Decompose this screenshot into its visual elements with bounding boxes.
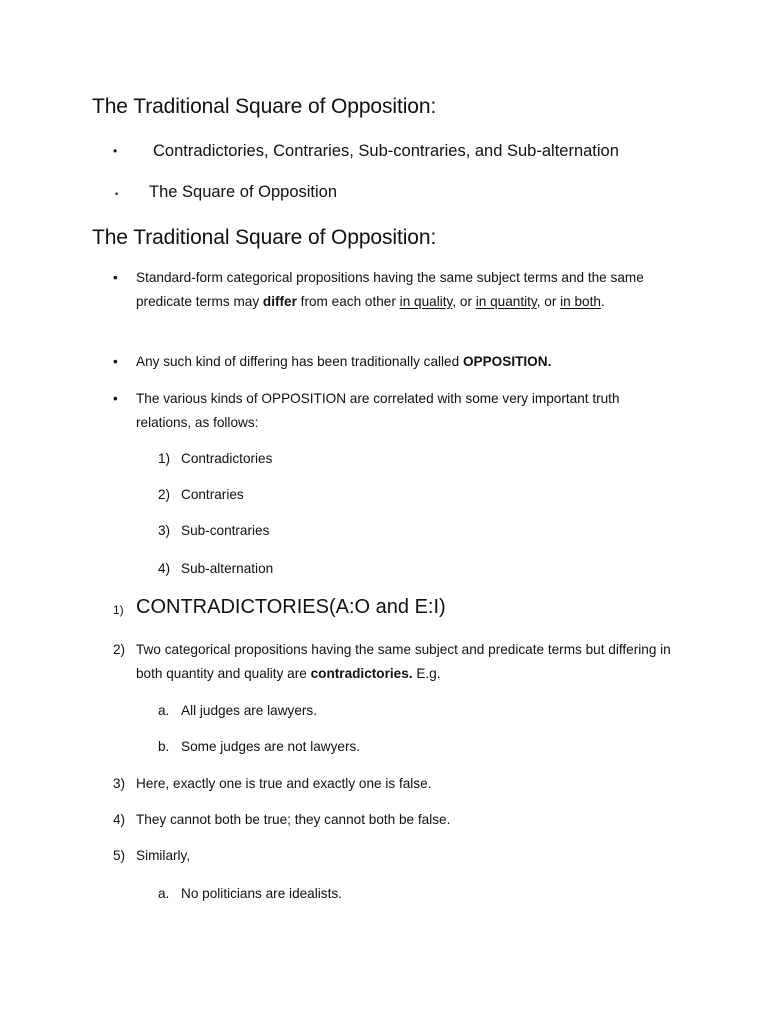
top-list-item: Contradictories, Contraries, Sub-contraries, and Sub-alternation [153,142,619,160]
text-run: , or [536,294,561,309]
bullet-mark: • [113,144,118,158]
list-item: They cannot both be true; they cannot both be false. [136,812,451,827]
list-letter: a. [158,703,170,718]
numbered-paragraph [136,638,671,686]
list-item: Contradictories [181,451,273,466]
list-number: 3) [113,776,126,791]
list-number: 2) [113,642,126,657]
text-run: from each other [296,294,400,309]
bullet-mark: • [115,189,119,199]
bold-text: contradictories. [310,666,413,681]
bullet-paragraph: The various kinds of OPPOSITION are correlated with some very important truth relations, as follows: [136,391,620,430]
list-number: 5) [113,848,126,863]
list-item: Similarly, [136,848,191,863]
underlined-text: in quantity [475,294,537,309]
bullet-mark: • [113,270,118,285]
list-number: 4) [113,812,126,827]
list-letter: a. [158,886,170,901]
text-run: . [600,294,605,309]
list-number: 4) [158,561,171,576]
text-run: E.g. [412,666,441,681]
text-run: Any such kind of differing has been traditionally called [136,354,463,369]
list-number: 1) [158,451,171,466]
bullet-mark: • [113,354,118,369]
bullet-paragraph [136,266,671,314]
text-run: , or [452,294,476,309]
bold-text: OPPOSITION. [462,354,552,369]
list-item: Sub-contraries [181,523,270,538]
page-title: The Traditional Square of Opposition: [92,95,437,118]
bullet-mark: • [113,391,118,406]
list-number: 1) [113,603,124,617]
bullet-paragraph [136,350,551,374]
underlined-text: in both [560,294,601,309]
text-run: Standard-form categorical propositions having the same subject terms and the same predicate terms may [136,270,644,309]
bold-text: differ [262,294,297,309]
list-item: Sub-alternation [181,561,274,576]
list-number: 3) [158,523,171,538]
list-item: Here, exactly one is true and exactly one is false. [136,776,432,791]
list-letter: b. [158,739,170,754]
list-number: 2) [158,487,171,502]
section-title: CONTRADICTORIES(A:O and E:I) [136,596,446,618]
section-heading: The Traditional Square of Opposition: [92,226,437,249]
example-item: All judges are lawyers. [181,703,317,718]
list-item: Contraries [181,487,244,502]
text-run: Two categorical propositions having the same subject and predicate terms but differing in both quantity and quality are [136,642,671,681]
underlined-text: in quality [399,294,453,309]
example-item: Some judges are not lawyers. [181,739,361,754]
top-list-item: The Square of Opposition [149,183,338,201]
example-item: No politicians are idealists. [181,886,342,901]
